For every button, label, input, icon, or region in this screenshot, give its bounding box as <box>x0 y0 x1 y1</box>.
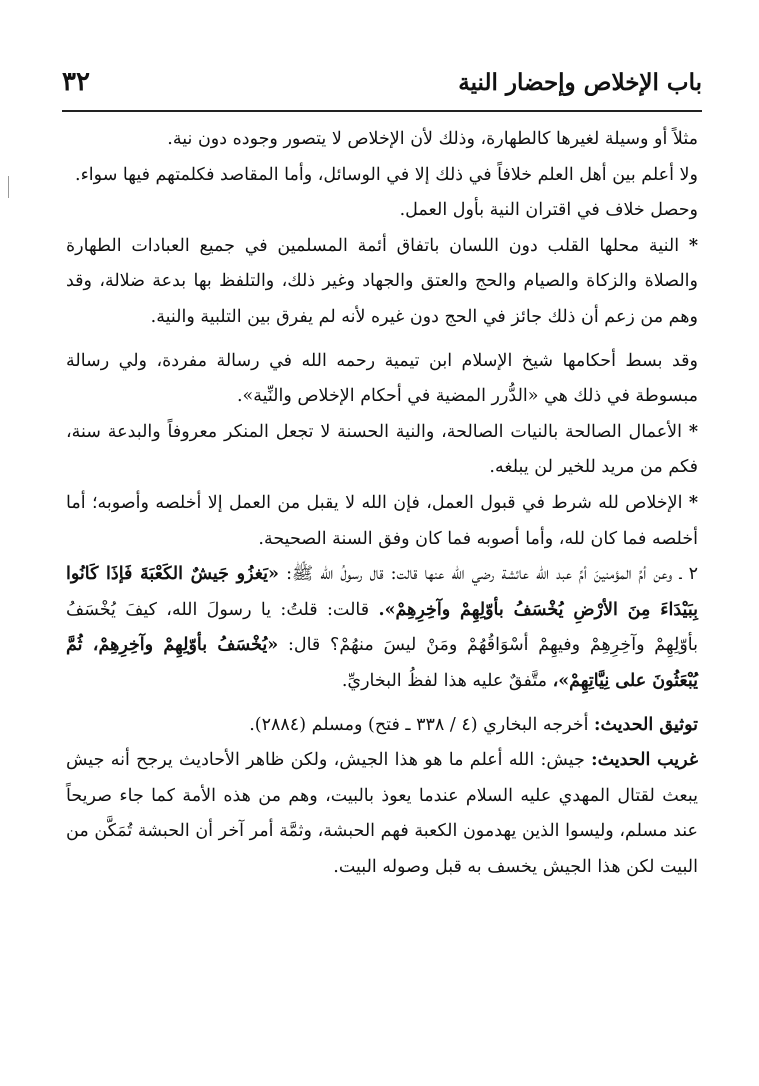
paragraph-7-text: الإخلاص لله شرط في قبول العمل، فإن الله لا يقبل من العمل إلا أخلصه وأصوبه؛ أما أخلصه فما كان لله، وأما أصوبه فما كان وفق السنة الصحيحة. <box>66 492 698 549</box>
paragraph-7 <box>66 486 698 557</box>
paragraph-1: مثلاً أو وسيلة لغيرها كالطهارة، وذلك لأن الإخلاص لا يتصور وجوده دون نية. <box>167 129 698 149</box>
bullet-star: * <box>688 235 698 256</box>
hadith-intro: ٢ ـ وعن أمِّ المؤمنينَ أمِّ عبد الله عائشة رضي الله عنها قالت: قال رسولُ الله ﷺ: <box>286 564 698 585</box>
paragraph-6 <box>66 415 698 486</box>
takhrij-label: توثيق الحديث: <box>594 714 698 735</box>
hadith-quote-1: «يَغزُو جَيشٌ الكَعْبَةَ فَإذَا كَانُوا بِبَيْدَاءَ مِنَ الأرْضِ يُخْسَفُ بأوّلِهِمْ وآخِرِهِمْ». <box>66 564 698 620</box>
paragraph-5: وقد بسط أحكامها شيخ الإسلام ابن تيمية رحمه الله في رسالة مفردة، ولي رسالة مبسوطة في ذلك هي «الدُّرر المضية في أحكام الإخلاص والنِّية». <box>66 350 698 407</box>
bullet-star: * <box>688 421 698 442</box>
hadith-closing: متَّفقٌ عليه هذا لفظُ البخاريِّ. <box>341 670 547 691</box>
takhrij-text: أخرجه البخاري (٤ / ٣٣٨ ـ فتح) ومسلم (٢٨٨٤). <box>249 714 589 735</box>
bullet-star: * <box>688 492 698 513</box>
takhrij <box>66 708 698 744</box>
page-number: ٣٢ <box>62 67 90 97</box>
scan-artifact <box>8 176 12 198</box>
page-header <box>62 62 702 102</box>
paragraph-4 <box>66 229 698 336</box>
gharib-label: غريب الحديث: <box>591 750 698 771</box>
paragraph-2: ولا أعلم بين أهل العلم خلافاً في ذلك إلا في الوسائل، وأما المقاصد فكلمتهم فيها سواء. <box>75 164 698 185</box>
hadith-text <box>66 557 698 699</box>
gharib-text: جيش: الله أعلم ما هو هذا الجيش، ولكن ظاهر الأحاديث يرجح أنه جيش يبعث لقتال المهدي عليه السلام عندما يعوذ بالبيت، وهم من هذه الأمة كما جاء صريحاً عند مسلم، وليسوا الذين يهدمون الكعبة فهم الحبشة، وثمَّة أمر آخر أن الحبشة تُمَكَّن من البيت لكن هذا الجيش يخسف به قبل وصوله البيت. <box>66 750 698 877</box>
paragraph-6-text: الأعمال الصالحة بالنيات الصالحة، والنية الحسنة لا تجعل المنكر معروفاً والبدعة سنة، فكم من مريد للخير لن يبلغه. <box>66 421 698 478</box>
page-body <box>66 122 698 885</box>
header-divider <box>62 110 702 112</box>
paragraph-3: وحصل خلاف في اقتران النية بأول العمل. <box>399 200 698 221</box>
paragraph-4-text: النية محلها القلب دون اللسان باتفاق أئمة المسلمين في جميع العبادات الطهارة والصلاة والزكاة والصيام والحج والعتق والجهاد وغير ذلك، والتلفظ بها بدعة ضلالة، وقد وهم من زعم أن ذلك جائز في الحج دون غيره لأنه لم يفرق بين التلبية والنية. <box>66 235 698 327</box>
gharib <box>66 743 698 885</box>
chapter-title: باب الإخلاص وإحضار النية <box>458 68 702 96</box>
hadith-question: قالت: قلتُ: يا رسولَ الله، كيفَ يُخْسَفُ بأوّلِهِمْ وآخِرِهِمْ وفيهِمْ أسْوَاقُهُمْ ومَنْ ليسَ منهُمْ؟ قال: <box>66 599 698 656</box>
hadith-quote-2: «يُخْسَفُ بأوّلِهِمْ وآخِرِهِمْ، ثُمَّ يُبْعَثُونَ على نِيَّاتِهِمْ»، <box>66 635 698 691</box>
